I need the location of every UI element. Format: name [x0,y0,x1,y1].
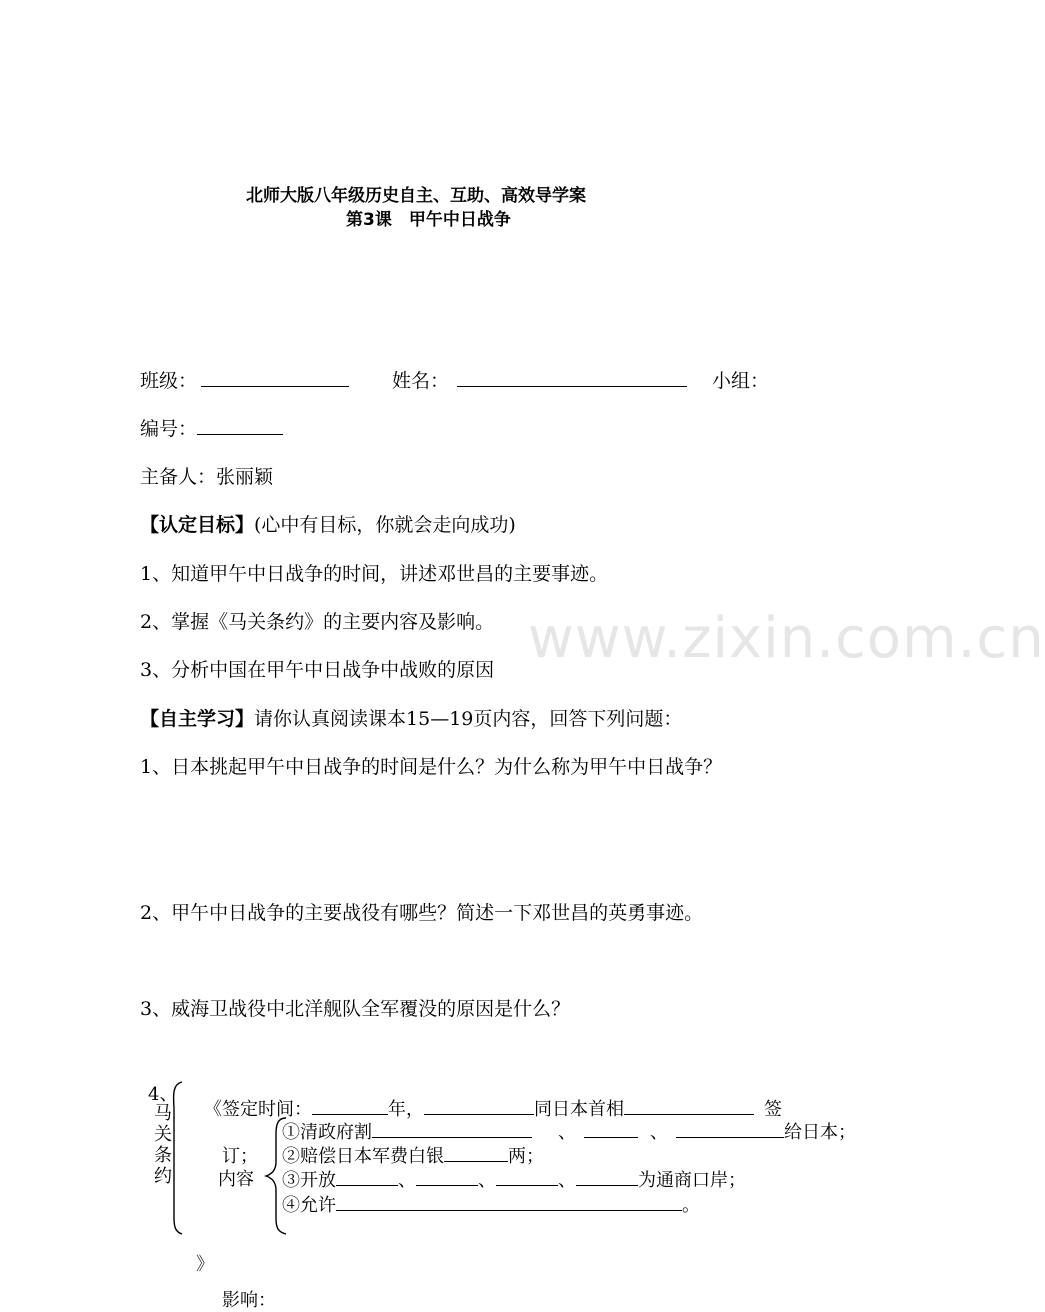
document-title: 北师大版八年级历史自主、互助、高效导学案 [246,186,586,206]
allow-blank[interactable] [336,1192,682,1211]
to-japan-label: 给日本； [784,1122,856,1143]
ports-label: 为通商口岸； [638,1170,746,1191]
question-item: 1、日本挑起甲午中日战争的时间是什么？为什么称为甲午中日战争？ [140,756,723,778]
watermark: www.zixin.com.cn [528,606,1045,671]
year-label: 年， [388,1099,424,1120]
vertical-char: 马 [154,1103,172,1124]
sign-label: 签 [764,1099,782,1120]
item1-row [282,1118,856,1144]
cede-blank-2[interactable] [584,1119,638,1138]
goal-item: 3、分析中国在甲午中日战争中战败的原因 [140,659,495,681]
class-label: 班级： [140,370,198,392]
cede-blank-3[interactable] [676,1119,784,1138]
item4-row [282,1191,700,1217]
close-quote: 》 [196,1254,214,1275]
self-study-intro: 请你认真阅读课本15—19页内容，回答下列问题： [254,708,683,730]
with-pm-label: 同日本首相 [534,1099,624,1120]
goal-item: 1、知道甲午中日战争的时间，讲述邓世昌的主要事迹。 [140,563,609,585]
impact-label: 影响： [222,1290,276,1311]
liang-label: 两； [508,1146,544,1167]
separator: 、 [398,1170,416,1191]
item2-label: ②赔偿日本军费白银 [282,1146,444,1167]
sign-time-label: 签定时间： [222,1099,312,1120]
item3-label: ③开放 [282,1170,336,1191]
period: 。 [682,1195,700,1216]
preparer: 主备人：张丽颖 [140,466,274,488]
indemnity-blank[interactable] [444,1143,508,1162]
item1-label: ①清政府割 [282,1122,372,1143]
vertical-char: 关 [154,1124,172,1145]
cede-blank-1[interactable] [372,1119,532,1138]
sign-continued: 订； [222,1146,258,1167]
goal-item: 2、掌握《马关条约》的主要内容及影响。 [140,611,495,633]
lesson-title: 第3课 甲午中日战争 [346,210,511,230]
name-label: 姓名： [392,370,450,392]
number-label: 编号： [140,418,198,440]
port-blank-2[interactable] [416,1167,478,1186]
year-blank[interactable] [312,1096,388,1115]
question-item: 3、威海卫战役中北洋舰队全军覆没的原因是什么？ [140,998,571,1020]
open-quote: 《 [204,1099,222,1120]
date-blank[interactable] [424,1096,534,1115]
group-label: 小组： [712,370,770,392]
separator: 、 [558,1170,576,1191]
separator: 、 [478,1170,496,1191]
goals-subtitle: (心中有目标，你就会走向成功) [254,514,516,536]
port-blank-4[interactable] [576,1167,638,1186]
separator: 、 [650,1122,668,1143]
vertical-char: 约 [154,1166,172,1187]
port-blank-1[interactable] [336,1167,398,1186]
item3-row [282,1166,746,1192]
outer-brace [174,1082,182,1234]
item4-label: ④允许 [282,1195,336,1216]
goals-heading: 【认定目标】 [140,514,255,536]
pm-blank[interactable] [624,1096,754,1115]
question-item: 2、甲午中日战争的主要战役有哪些？简述一下邓世昌的英勇事迹。 [140,902,704,924]
treaty-number: 4、 [148,1084,178,1105]
content-label: 内容 [218,1169,254,1190]
separator: 、 [558,1122,576,1143]
vertical-char: 条 [154,1145,172,1166]
port-blank-3[interactable] [496,1167,558,1186]
item2-row [282,1142,544,1168]
self-study-heading: 【自主学习】 [140,708,255,730]
